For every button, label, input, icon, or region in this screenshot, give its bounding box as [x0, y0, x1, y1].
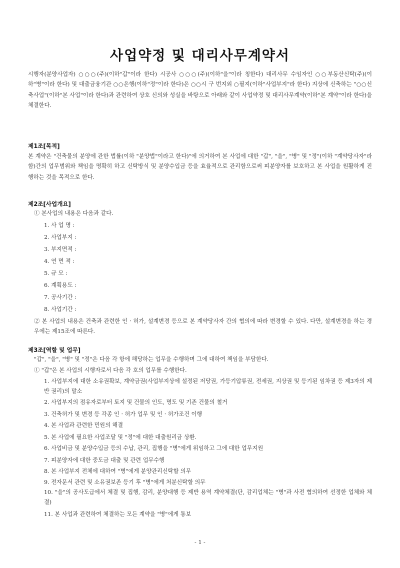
- article3-item: 7. 피분양자에 대한 중도금 대출 및 관련 업무수행: [44, 458, 165, 464]
- article3-item: 1. 사업부지에 대한 소유권확보, 계약금권(사업부지상에 설정된 저당권, 가등기압류권, 전세권, 지상권 및 등기된 임차권 등 제3자의 제반 권리)의 말소: [44, 379, 372, 396]
- article2-item: 7. 공사기간 :: [44, 295, 77, 301]
- article3-item: 6. 사업비금 및 분양수입금 등의 수납, 관리, 집행을 "병"에게 위임하고 그에 대한 업무지원: [44, 446, 264, 452]
- article2-item: 3. 부지면적 :: [44, 247, 77, 253]
- article3-item: 8. 본 사업부지 전체에 대하여 "병"에게 분양관리신탁할 의무: [44, 469, 192, 475]
- article3-heading: 제3조[역할 및 업무]: [28, 348, 81, 354]
- article3-item: 9. 전자문서 관련 및 소유권보존 등기 후 "병"에게 처분신탁할 의무: [44, 480, 206, 486]
- article3-item: 4. 본 사업과 관련한 민원의 해결: [44, 423, 124, 429]
- document-title: 사업약정 및 대리사무계약서: [110, 48, 290, 64]
- article3-item: 11. 본 사업과 관련하여 체결하는 모든 계약을 "병"에게 통보: [44, 512, 192, 518]
- article1-body: 본 계약은 "건축물의 분양에 관한 법률(이하 "분양법"이라고 한다)"에 의거하여 본 사업에 대한 "갑", "을", "병" 및 "정"(이하 "계약당사자"라 함)간의 업무범위와 책임을 명확히 하고 신탁방식 및 분양수입금 등을 효율적으로 관리함으로써 피분양자를 보호하고 본 사업을 원활하게 진행하는 것을 목적으로 한다.: [28, 154, 372, 181]
- article2-heading: 제2조[사업개요]: [28, 202, 71, 208]
- article2-item: 4. 연 면 적 :: [44, 259, 75, 265]
- article3-intro: "갑", "을", "병" 및 "정"은 다음 각 항에 해당하는 업무을 수행하며 그에 대하여 책임을 부담한다.: [34, 357, 269, 363]
- article3-item: 3. 건축허가 및 변경 등 각종 인 · 허가 업무 및 인 · 허가조건 이행: [44, 412, 203, 418]
- article2-item: 6. 계획용도 :: [44, 283, 77, 289]
- article2-item: 5. 규 모 :: [44, 271, 68, 277]
- intro-paragraph: 시행자(분양사업자) ○○○(주)(이하"갑"이라 한다) 시공사 ○○○(주)(이하"을"이라 칭한다) 대리사무 수임자인 ○○부동산신탁(주)(이하"병"이라 한다) 및 대출금융기관 ○○은행(이하"정"이라 한다)은 ○○시 구 번지외 ○필지(이하"사업부지"라 한다) 지상에 신축하는 "○○신축사업"(이하"본 사업"이라 한다)과 관련하여 상호 신의와 성실을 바탕으로 아래와 같이 사업약정 및 대리사무계약(이하"본 계약"이라 한다)을 체결한다.: [28, 72, 372, 110]
- article3-item: 5. 본 사업에 필요한 사업조달 및 "정"에 대한 대출원리금 상환.: [44, 435, 197, 441]
- article2-item: 8. 사업기간 :: [44, 307, 77, 313]
- article1-heading: 제1조[목적]: [28, 144, 60, 150]
- article3-lead: ① "갑"은 본 사업의 시행자로서 다음 각 호의 업무를 수행한다.: [34, 368, 187, 374]
- page-number: - 1 -: [194, 540, 206, 546]
- article3-item: 10. "을"의 공사도급에서 체결 및 집행, 감리, 분양대행 등 제반 용역 계약체결(단, 감리업체는 "병"과 사전 협의하여 선정한 업체와 체결): [44, 490, 372, 507]
- article2-note: ② 본 사업의 내용은 건축과 관련한 인 · 허가, 설계변경 등으로 본 계약당사자 간의 협의에 따라 변경할 수 있다. 다만, 설계변경을 하는 경우에는 제15조에 따른다.: [34, 319, 372, 336]
- article2-lead: ① 본사업의 내용은 다음과 같다.: [34, 211, 114, 217]
- article2-item: 1. 사 업 명 :: [44, 223, 75, 229]
- article3-item: 2. 사업부지의 점유자로부터 토지 및 건물의 인도, 명도 및 기존 건물의 철거: [44, 400, 228, 406]
- article2-item: 2. 사업부지 :: [44, 235, 77, 241]
